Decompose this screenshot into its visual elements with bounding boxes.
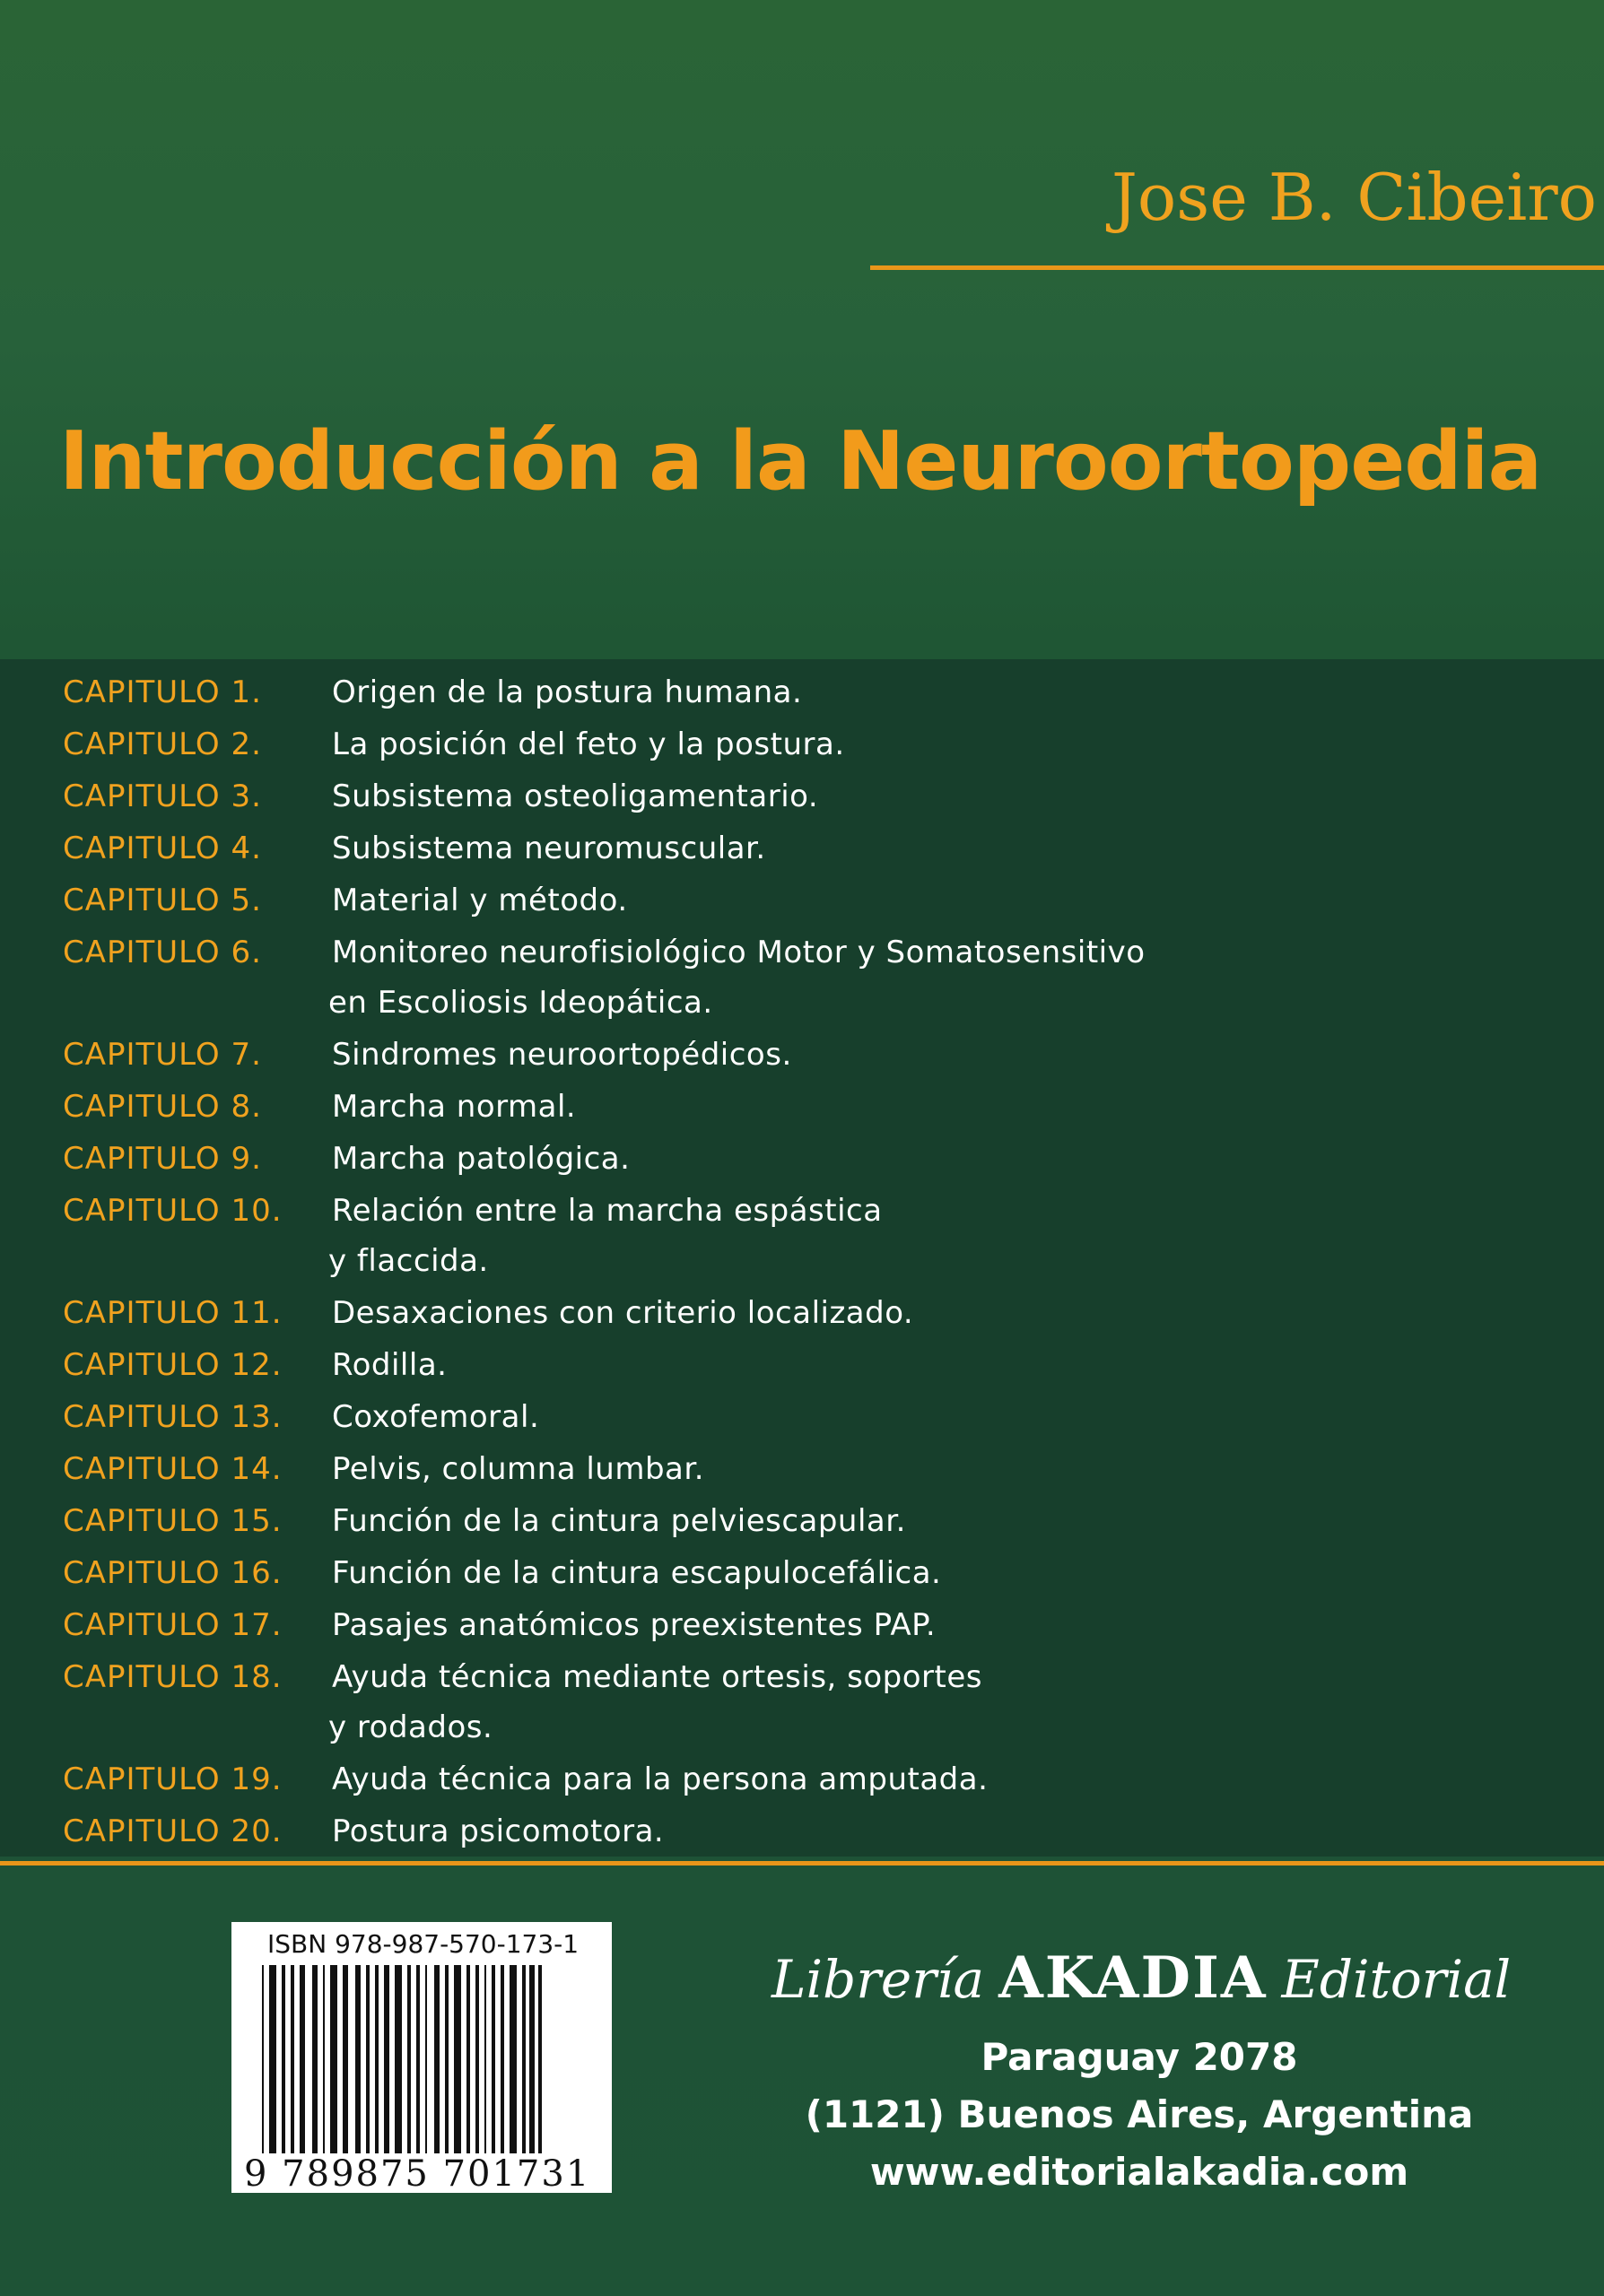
toc-row bbox=[63, 1295, 1408, 1331]
chapter-title bbox=[323, 1761, 988, 1797]
publisher-brand: AKADIA bbox=[998, 1944, 1268, 2012]
barcode-bar bbox=[425, 1965, 427, 2153]
chapter-number: CAPITULO 14. bbox=[63, 1451, 283, 1487]
isbn-label: ISBN 978-987-570-173-1 bbox=[267, 1929, 580, 1959]
chapter-number: CAPITULO 2. bbox=[63, 726, 262, 762]
chapter-number: CAPITULO 17. bbox=[63, 1607, 283, 1643]
barcode-bar bbox=[529, 1965, 535, 2153]
chapter-title-text: Material y método. bbox=[332, 883, 628, 918]
chapter-title bbox=[323, 1813, 664, 1849]
chapter-title-text: Pelvis, columna lumbar. bbox=[332, 1451, 705, 1487]
chapter-title bbox=[323, 831, 766, 866]
chapter-number: CAPITULO 4. bbox=[63, 831, 262, 866]
toc-row bbox=[63, 778, 1408, 814]
publisher-website: www.editorialakadia.com bbox=[869, 2150, 1409, 2194]
chapter-title-continuation: y rodados. bbox=[328, 1709, 493, 1745]
chapter-title bbox=[323, 1607, 936, 1643]
toc-row bbox=[63, 831, 1408, 866]
chapter-title-text: Subsistema osteoligamentario. bbox=[332, 778, 819, 814]
bottom-divider bbox=[0, 1861, 1604, 1866]
chapter-title bbox=[323, 726, 845, 762]
chapter-title bbox=[323, 1141, 630, 1177]
barcode-bar bbox=[445, 1965, 449, 2153]
chapter-title-text: Postura psicomotora. bbox=[332, 1813, 665, 1849]
toc-row bbox=[63, 1193, 1408, 1279]
chapter-title-continuation: en Escoliosis Ideopática. bbox=[328, 985, 713, 1021]
toc-row bbox=[63, 726, 1408, 762]
chapter-title-text: Pasajes anatómicos preexistentes PAP. bbox=[332, 1607, 937, 1643]
chapter-number: CAPITULO 10. bbox=[63, 1193, 283, 1229]
chapter-title bbox=[323, 674, 802, 710]
barcode-bar bbox=[484, 1965, 486, 2153]
barcode-bar bbox=[282, 1965, 285, 2153]
publisher-logo bbox=[771, 1944, 1512, 2012]
chapter-number: CAPITULO 3. bbox=[63, 778, 262, 814]
toc-row bbox=[63, 1607, 1408, 1643]
chapter-number: CAPITULO 18. bbox=[63, 1659, 283, 1695]
author-divider bbox=[870, 265, 1604, 270]
toc-row bbox=[63, 1503, 1408, 1539]
chapter-number: CAPITULO 12. bbox=[63, 1347, 283, 1383]
chapter-number: CAPITULO 9. bbox=[63, 1141, 262, 1177]
barcode-bar bbox=[501, 1965, 504, 2153]
chapter-title bbox=[323, 1555, 941, 1591]
chapter-title-text: Función de la cintura escapulocefálica. bbox=[332, 1555, 942, 1591]
barcode-bar bbox=[510, 1965, 517, 2153]
barcode-bar bbox=[407, 1965, 411, 2153]
address-city: (1121) Buenos Aires, Argentina bbox=[805, 2092, 1474, 2136]
barcode-bar bbox=[269, 1965, 276, 2153]
chapter-number: CAPITULO 6. bbox=[63, 935, 262, 970]
toc-row bbox=[63, 883, 1408, 918]
chapter-title bbox=[323, 1193, 883, 1279]
chapter-title bbox=[323, 1089, 576, 1125]
chapter-number: CAPITULO 1. bbox=[63, 674, 262, 710]
barcode-bar bbox=[384, 1965, 389, 2153]
barcode-digits: 9 789875 701731 bbox=[244, 2153, 591, 2195]
toc-row bbox=[63, 1347, 1408, 1383]
chapter-number: CAPITULO 11. bbox=[63, 1295, 283, 1331]
barcode-bar bbox=[355, 1965, 361, 2153]
chapter-number: CAPITULO 19. bbox=[63, 1761, 283, 1797]
chapter-title-continuation: y flaccida. bbox=[328, 1243, 489, 1279]
chapter-title-text: Desaxaciones con criterio localizado. bbox=[332, 1295, 914, 1331]
table-of-contents bbox=[63, 674, 1408, 1866]
barcode-bar bbox=[262, 1965, 264, 2153]
chapter-number: CAPITULO 16. bbox=[63, 1555, 283, 1591]
barcode-bar bbox=[323, 1965, 325, 2153]
barcode-bar bbox=[291, 1965, 294, 2153]
toc-row bbox=[63, 1659, 1408, 1745]
barcode-bar bbox=[395, 1965, 402, 2153]
toc-row bbox=[63, 1761, 1408, 1797]
chapter-title-text: Coxofemoral. bbox=[332, 1399, 540, 1435]
chapter-title bbox=[323, 883, 628, 918]
barcode-bar bbox=[522, 1965, 526, 2153]
toc-row bbox=[63, 1141, 1408, 1177]
barcode-bar bbox=[343, 1965, 348, 2153]
publisher-script-right: Editorial bbox=[1281, 1949, 1512, 2010]
chapter-title-text: Rodilla. bbox=[332, 1347, 448, 1383]
barcode-bar bbox=[416, 1965, 420, 2153]
publisher-script-left: Librería bbox=[771, 1949, 985, 2010]
address-street: Paraguay 2078 bbox=[981, 2035, 1298, 2079]
chapter-title-text: Marcha normal. bbox=[332, 1089, 577, 1125]
toc-row bbox=[63, 935, 1408, 1021]
barcode-bar bbox=[492, 1965, 495, 2153]
toc-row bbox=[63, 1813, 1408, 1849]
barcode-bar bbox=[454, 1965, 461, 2153]
toc-row bbox=[63, 1451, 1408, 1487]
chapter-title-text: Subsistema neuromuscular. bbox=[332, 831, 766, 866]
chapter-title bbox=[323, 1347, 447, 1383]
chapter-title-text: Función de la cintura pelviescapular. bbox=[332, 1503, 906, 1539]
book-title: Introducción a la Neuroortopedia bbox=[59, 414, 1542, 509]
chapter-title bbox=[323, 1451, 704, 1487]
toc-row bbox=[63, 1555, 1408, 1591]
chapter-title-text: Sindromes neuroortopédicos. bbox=[332, 1037, 792, 1073]
toc-row bbox=[63, 674, 1408, 710]
barcode-bar bbox=[366, 1965, 370, 2153]
barcode-bar bbox=[312, 1965, 318, 2153]
chapter-title-text: La posición del feto y la postura. bbox=[332, 726, 845, 762]
chapter-title bbox=[323, 1295, 913, 1331]
chapter-title bbox=[323, 778, 818, 814]
barcode-bars bbox=[258, 1965, 608, 2153]
chapter-title-text: Monitoreo neurofisiológico Motor y Somatosensitivo bbox=[332, 935, 1146, 970]
chapter-number: CAPITULO 15. bbox=[63, 1503, 283, 1539]
chapter-title-text: Origen de la postura humana. bbox=[332, 674, 803, 710]
barcode-bar bbox=[538, 1965, 542, 2153]
barcode-bar bbox=[300, 1965, 305, 2153]
barcode-bar bbox=[466, 1965, 470, 2153]
toc-row bbox=[63, 1037, 1408, 1073]
barcode-bar bbox=[375, 1965, 379, 2153]
barcode-bar bbox=[330, 1965, 337, 2153]
chapter-title-text: Marcha patológica. bbox=[332, 1141, 631, 1177]
chapter-title bbox=[323, 1399, 539, 1435]
toc-row bbox=[63, 1089, 1408, 1125]
chapter-title bbox=[323, 935, 1146, 1021]
chapter-title bbox=[323, 1503, 906, 1539]
chapter-number: CAPITULO 5. bbox=[63, 883, 262, 918]
chapter-title bbox=[323, 1659, 982, 1745]
isbn-barcode bbox=[231, 1922, 612, 2193]
chapter-number: CAPITULO 8. bbox=[63, 1089, 262, 1125]
chapter-title-text: Ayuda técnica para la persona amputada. bbox=[332, 1761, 989, 1797]
chapter-number: CAPITULO 13. bbox=[63, 1399, 283, 1435]
chapter-number: CAPITULO 7. bbox=[63, 1037, 262, 1073]
toc-row bbox=[63, 1399, 1408, 1435]
chapter-number: CAPITULO 20. bbox=[63, 1813, 283, 1849]
chapter-title bbox=[323, 1037, 792, 1073]
chapter-title-text: Ayuda técnica mediante ortesis, soportes bbox=[332, 1659, 982, 1695]
author-name: Jose B. Cibeiro bbox=[1111, 160, 1597, 235]
barcode-bar bbox=[434, 1965, 440, 2153]
publisher-address bbox=[771, 2029, 1507, 2201]
barcode-bar bbox=[475, 1965, 479, 2153]
chapter-title-text: Relación entre la marcha espástica bbox=[332, 1193, 883, 1229]
